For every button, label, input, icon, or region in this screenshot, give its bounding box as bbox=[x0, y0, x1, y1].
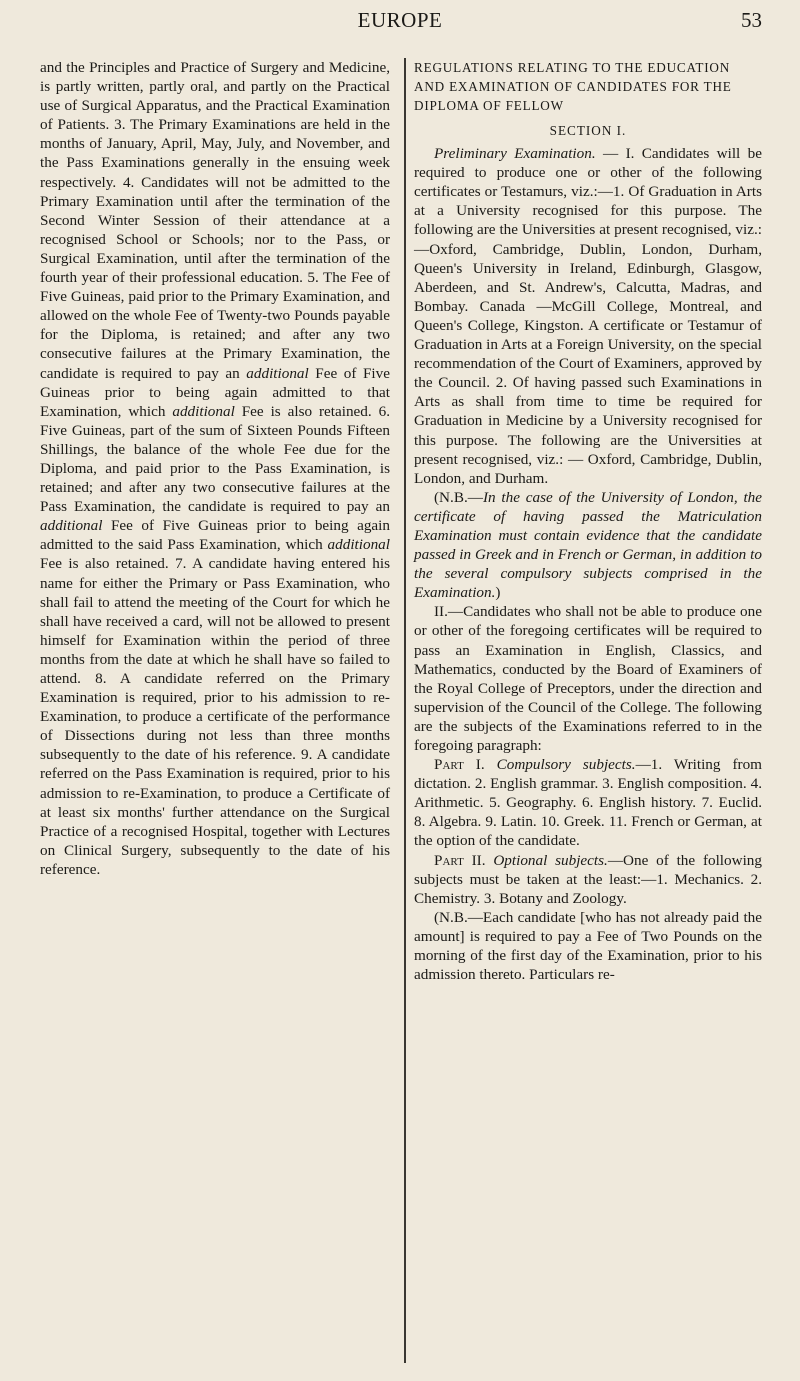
nb-italic: In the case of the University of London, the certificate of having passed the Matriculation Examination must contain evidence that the candidate passed in Greek and in French or German, in addition to the several compulsory subjects comprised in the Examination. bbox=[414, 488, 762, 602]
column-divider bbox=[404, 58, 406, 1363]
part-two-subjects-paragraph bbox=[414, 851, 762, 908]
page-header bbox=[0, 8, 800, 38]
italic-word: additional bbox=[327, 536, 390, 554]
text-segment: Fee is also retained. 6. Five Guineas, part of the sum of Sixteen Pounds Fifteen Shillings, the balance of the whole Fee due for the Diploma, and paid prior to the Pass Examination, is retained; and after any two consecutive failures at the Pass Examination, the candidate is required to pay an bbox=[40, 402, 390, 516]
italic-word: additional bbox=[246, 364, 309, 382]
nb-prefix: (N.B.— bbox=[434, 488, 483, 506]
preliminary-label: Preliminary Examination. bbox=[434, 145, 596, 163]
part-one-italic: Compulsory subjects. bbox=[496, 756, 636, 774]
part-two-text: —One of the following subjects must be taken at the least:—1. Mechanics. 2. Chemistry. 3. Botany and Zoology. bbox=[414, 851, 762, 907]
text-segment: Fee of Five Guineas prior to being again admitted to that Examination, which bbox=[40, 364, 390, 420]
nb-paragraph bbox=[414, 488, 762, 603]
part-one-text: —1. Writing from dictation. 2. English grammar. 3. English composition. 4. Arithmetic. 5. Geography. 6. English history. 7. Euclid. 8. Algebra. 9. Latin. 10. Greek. 11. French or German, at the option of the candidate. bbox=[414, 756, 762, 850]
text-segment: Fee is also retained. 7. A candidate having entered his name for either the Primary or Pass Examination, who shall fail to attend the meeting of the Court for which he shall have received a card, will not be allowed to present himself for Examination within the period of three months from the date at which he shall have so failed to attend. 8. A candidate referred on the Primary Examination is required, prior to his admission to re-Examination, to produce a certificate of the performance of Dissections during not less than three months subsequently to the date of his reference. 9. A candidate referred on the Pass Examination is required, prior to his admission to re-Examination, to produce a Certificate of at least six months' further attendance on the Surgical Practice of a recognised Hospital, together with Lectures on Clinical Surgery, subsequently to the date of his reference. bbox=[40, 555, 390, 878]
preliminary-paragraph bbox=[414, 144, 762, 488]
part-one-label: Part I. bbox=[434, 756, 485, 774]
running-title: EUROPE bbox=[357, 8, 443, 32]
part-two-paragraph: II.—Candidates who shall not be able to produce one or other of the foregoing certificates will be required to pass an Examination in English, Classics, and Mathematics, conducted by the Board of Examiners of the Royal College of Preceptors, under the direction and supervision of the Council of the College. The following are the subjects of the Examinations referred to in the foregoing paragraph: bbox=[414, 603, 762, 754]
section-heading: SECTION I. bbox=[549, 123, 627, 138]
text-segment: and the Principles and Practice of Surgery and Medicine, is partly written, partly oral, and partly on the Practical use of Surgical Apparatus, and the Practical Examination of Patients. 3. The Primary Examinations are held in the months of January, April, May, July, and November, and the Pass Examinations generally in the ensuing week respectively. 4. Candidates will not be admitted to the Primary Examination until after the termination of the Second Winter Session of their attendance at a recognised School or Schools; nor to the Pass, or Surgical Examination, until after the termination of the fourth year of their professional education. 5. The Fee of Five Guineas, paid prior to the Primary Examination, and allowed on the whole Fee of Twenty-two Pounds payable for the Diploma, is retained; and after any two consecutive failures at the Primary Examination, the candidate is required to pay an bbox=[40, 59, 390, 382]
left-column-text bbox=[40, 58, 390, 879]
text-segment: Fee of Five Guineas prior to being again admitted to the said Pass Examination, which bbox=[40, 517, 390, 554]
page-number: 53 bbox=[741, 8, 762, 32]
italic-word: additional bbox=[40, 517, 103, 535]
preliminary-text: — I. Candidates will be required to produce one or other of the following certificates or Testamurs, viz.:—1. Of Graduation in Arts at a University recognised for this purpose. The following are the Universities at present recognised, viz.:—Oxford, Cambridge, Dublin, London, Durham, Queen's University in Ireland, Edinburgh, Glasgow, Aberdeen, and St. Andrew's, Calcutta, Madras, and Bombay. Canada —McGill College, Montreal, and Queen's College, Kingston. A certificate or Testamur of Graduation in Arts at a Foreign University, on the special recommendation of the Court of Examiners, approved by the Council. 2. Of having passed such Examinations in Arts as shall from time to time be required for Graduation in Medicine by a University recognised for this purpose. The following are the Universities at present recognised, viz.: — Oxford, Cambridge, Dublin, London, and Durham. bbox=[414, 145, 762, 487]
final-note: (N.B.—Each candidate [who has not already paid the amount] is required to pay a Fee of Two Pounds on the morning of the first day of the Examination, prior to his admission thereto. Particulars re- bbox=[414, 908, 762, 984]
right-column bbox=[414, 58, 762, 984]
left-column bbox=[40, 58, 390, 879]
part-one-paragraph bbox=[414, 755, 762, 850]
part-two-label: Part II. bbox=[434, 851, 486, 869]
italic-word: additional bbox=[172, 402, 235, 420]
regulations-heading: REGULATIONS RELATING TO THE EDUCATION AND EXAMINATION OF CANDIDATES FOR THE DIPLOMA OF FELLOW bbox=[414, 60, 732, 113]
part-two-italic: Optional subjects. bbox=[493, 851, 608, 869]
nb-suffix: ) bbox=[495, 584, 501, 602]
